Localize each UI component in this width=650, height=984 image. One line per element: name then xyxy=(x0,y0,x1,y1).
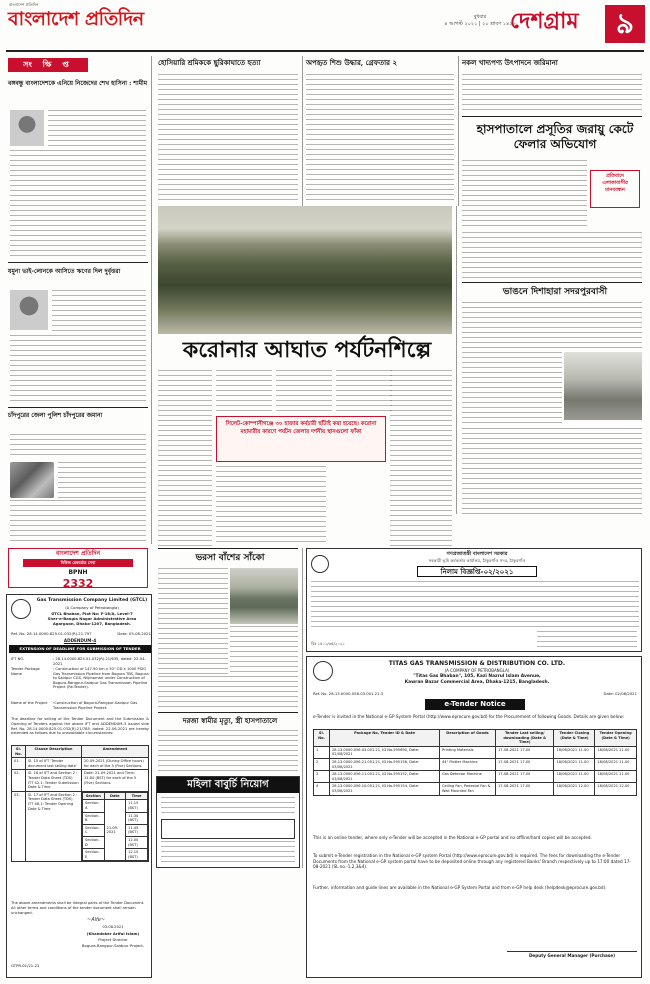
sidebar-story3-body xyxy=(10,500,146,542)
gtcl-signature: ~Alfe~ xyxy=(87,917,106,923)
gtcl-address3: Agargaon, Dhaka-1207, Bangladesh. xyxy=(52,621,132,626)
promo-code: BPNH xyxy=(68,569,88,576)
newspaper-logo[interactable]: বাংলাদেশ প্রতিদিন xyxy=(8,8,144,30)
titas-cell: 18/08/2021 12.00 xyxy=(595,783,637,795)
gtcl-sign-date: 03-08-2021 xyxy=(102,925,124,929)
story-hospital-body xyxy=(462,160,587,230)
titas-date: Date: 02/08/2021 xyxy=(603,691,637,696)
story-bamboo-body2 xyxy=(230,626,298,674)
sidebar-story2-title[interactable]: যমুনা ভাই-লোনকে আসিতে ঋণের দিল দুর্বৃত্তরা xyxy=(8,268,121,275)
masthead-rule xyxy=(6,50,644,52)
titas-cell: 18/08/2021 11.00 xyxy=(595,758,637,770)
cook-recruitment-ad[interactable] xyxy=(156,776,300,868)
promo-title: বাংলাদেশ প্রতিদিন xyxy=(55,550,101,557)
titas-tender-table xyxy=(313,729,637,796)
sidebar-story1-text xyxy=(48,110,146,148)
gtcl-package-label: Tender Package Name xyxy=(11,667,40,677)
gtcl-cell: Section-C xyxy=(83,824,105,836)
cook-ad-table xyxy=(161,819,295,839)
gtcl-cell: 12.15 (BST) xyxy=(126,849,148,861)
sidebar-label: সং ক্ষি প্ত xyxy=(8,58,88,72)
gtcl-address1: GTCL Bhaban, Plot No: F-18/A, Level-7 xyxy=(51,611,133,616)
main-headline[interactable]: করোনার আঘাত পর্যটনশিল্পে xyxy=(182,337,432,363)
titas-cell: Printing Materials xyxy=(440,746,496,758)
titas-logo-icon xyxy=(313,661,333,681)
sidebar-photo-2 xyxy=(10,290,48,330)
sidebar-story3-text xyxy=(10,434,146,458)
photo-bamboo-bridge xyxy=(230,568,298,624)
headline-fake-food[interactable]: নকল খাদ্যপণ্য উৎপাদনে জরিমানা xyxy=(462,58,558,67)
story-hosiery-body xyxy=(158,74,298,200)
section-title: দেশগ্রাম xyxy=(510,8,579,34)
titas-cell: 17-08-2021 17.00 xyxy=(496,758,554,770)
titas-sub: (A COMPANY OF PETROBANGLA) xyxy=(444,668,510,673)
headline-husband-death[interactable]: দরজা স্বামীর মৃত্যু, স্ত্রী হাসপাতালে xyxy=(182,716,278,725)
column-rule xyxy=(151,56,152,544)
sidebar-photo-1 xyxy=(10,110,44,146)
main-pullquote-box xyxy=(216,416,386,462)
gtcl-footer: The above amendments shall be integral parts of the Tender Document. All other terms and conditions of the tender document shall remain unchanged. xyxy=(11,901,145,915)
nilam-ref: বিঃ ১৫০১/৩৫/২০২১ xyxy=(311,641,345,646)
main-story-col4a xyxy=(336,370,392,414)
nilam-body xyxy=(311,581,639,629)
gtcl-project-label: Name of the Project xyxy=(11,701,48,705)
table-row xyxy=(314,746,637,758)
cook-ad-title: মহিলা বাবুর্চি নিয়োগ xyxy=(157,777,299,793)
gtcl-cell: Date: 21-09-2021 and Time: 11:00 (BST) for each of the 5 (Five) Sections. xyxy=(82,770,149,791)
hospital-sidebar-text: প্রতিবাদে এলাকাবাসীর মানববন্ধন xyxy=(602,173,628,193)
titas-cell: 18/08/2021 11.00 xyxy=(595,771,637,783)
gtcl-package-value: : Construction of 147.50 km x 30" OD x 1000 PSIG Gas Transmission Pipeline from Bogura TBS, Bogura to Saidpur CGS, Nilphamari under Construction of Bogura-Rangpur-Saidpur Gas Transmission Pipeline Project (Re-Tender). xyxy=(53,667,149,690)
issue-date: ৪ আগস্ট ২০২১ | ২০ শ্রাবণ ১৪২৮ xyxy=(444,21,516,28)
cook-ad-footer xyxy=(161,841,295,865)
gtcl-para: The deadline for selling of the Tender Document and the Submission & Opening of Tenders against the above IFT and ADDENDUM-3 issued vide Ref. No. 28.14.0000.825.01.032(R).21/785, dated: 22-06-2021 are hereby extended as follows due to unavoidable circumstances: xyxy=(11,717,149,736)
table-row xyxy=(12,758,149,770)
gtcl-cell: 03. xyxy=(12,791,26,862)
nilam-office: সহকারী ভূমি কর্মকর্তার কার্যালয়, ঠাকুরগাঁও সদর, ঠাকুরগাঁও xyxy=(428,558,526,563)
gtcl-org: Gas Transmission Company Limited (GTCL) xyxy=(36,598,148,603)
gtcl-cell: Sl. 15 of IFT 'Tender document last selling date' xyxy=(26,758,82,770)
gtcl-section-date: 21-09-2021 xyxy=(104,800,126,861)
gtcl-logo-icon xyxy=(11,599,31,619)
promo-sub: নিউজ রেকর্ডেড সেবা xyxy=(23,559,133,567)
titas-signer-title: Deputy General Manager (Purchase) xyxy=(507,951,637,959)
table-row xyxy=(314,783,637,795)
sidebar-story3-text2 xyxy=(58,462,146,498)
divider xyxy=(158,712,298,713)
titas-cell: 17-08-2021 17.00 xyxy=(496,783,554,795)
titas-cell: 18/08/2021 11.00 xyxy=(554,758,595,770)
titas-th: Tender Opening (Date & Time) xyxy=(595,730,637,747)
hospital-sidebar-box xyxy=(590,170,640,208)
weekday: বুধবার xyxy=(473,14,487,20)
gtcl-signer: (Khandoker Ariful Islam) xyxy=(86,931,140,936)
titas-cell: Gas Detector Machine xyxy=(440,771,496,783)
gtcl-signer-project: Bogura-Rangpur-Saidpur Project. xyxy=(81,943,145,948)
gtcl-cell: 12.00 (BST) xyxy=(126,836,148,848)
titas-para3: Further, information and guide lines are available in the National e-GP System Portal and from e-GP help desk (helpdesk@eprocure.gov.bd). xyxy=(313,885,607,890)
gtcl-cell: Section-E xyxy=(83,849,105,861)
page-number: ৯ xyxy=(605,5,645,43)
sidebar-story3-title[interactable]: চাঁদপুরের জেলা পুলিশ চাঁদপুরের জমানা xyxy=(8,412,103,419)
titas-cell: 17-08-2021 17.00 xyxy=(496,771,554,783)
titas-para2: To submit e-Tender registration in the National e-GP system Portal (http://www.eprocure.gov.bd) is required. The fees for downloading the e-Tender Documents from the National e-GP system portal have to be deposited online through any registered Banks' Branch respectively up to 17:00 dated 17-08-2021 (SL no.-1,2,3&4). xyxy=(313,853,631,870)
promo-number: 2332 xyxy=(62,577,94,590)
gtcl-th-time: Time xyxy=(126,792,148,800)
titas-org: TITAS GAS TRANSMISSION & DISTRIBUTION CO. LTD. xyxy=(388,660,566,667)
nilam-emblem-icon xyxy=(311,555,329,573)
main-story-col2b xyxy=(216,466,326,546)
main-pullquote: সিলেট-কোম্পানীগঞ্জে ৩০ হাজার কর্মচারী ছাঁটাই করা হয়েছে। করোনা মহামারীর কারণে পর্যটন জেলার দর্শনীয় স্থানগুলো ফাঁকা xyxy=(225,421,377,435)
column-rule xyxy=(456,206,457,514)
gtcl-tender-ad[interactable] xyxy=(6,594,152,978)
gtcl-th-clause: Clause Description xyxy=(26,746,82,758)
sidebar-story2-text xyxy=(52,290,146,332)
titas-intro: e-Tender is invited in the National e-GP System Portal (http://www.eprocure.gov.bd) for the Procurement of following Goods. Details are given below: xyxy=(313,714,624,719)
main-story-col5 xyxy=(390,370,452,546)
titas-th: Package No, Tender ID & Date xyxy=(330,730,440,747)
gtcl-banner: EXTENSION OF DEADLINE FOR SUBMISSION OF TENDER xyxy=(9,645,151,653)
gtcl-signer-title: Project Director xyxy=(98,937,128,942)
column-rule xyxy=(302,548,303,868)
table-row xyxy=(314,771,637,783)
gtcl-project-value: :Construction of Bogura-Rangpur-Saidpur Gas Transmission Pipeline Project. xyxy=(53,701,138,710)
nilam-gov: গণপ্রজাতন্ত্রী বাংলাদেশ সরকার xyxy=(446,551,508,557)
divider xyxy=(158,548,298,549)
gtcl-th-date: Date xyxy=(104,792,126,800)
headline-hospital[interactable]: হাসপাতালে প্রসূতির জরায়ু কেটে ফেলার অভিযোগ xyxy=(476,122,634,151)
titas-th: Sl. No. xyxy=(314,730,330,747)
headline-erosion[interactable]: ভাঙনে দিশাহারা সদরপুরবাসী xyxy=(502,287,608,297)
table-row xyxy=(12,770,149,791)
nilam-signature-block xyxy=(537,631,637,649)
titas-cell: 18/08/2021 11.00 xyxy=(554,771,595,783)
column-rule xyxy=(302,56,303,206)
gtcl-cell: 01. xyxy=(12,758,26,770)
gtcl-ift-value: : 28.14.0000.825.01.032(R).21/635, dated: 22-04-2021 xyxy=(53,657,146,666)
story-child-body xyxy=(306,74,454,200)
titas-cell: 18/08/2021 12.00 xyxy=(554,783,595,795)
titas-etender-ad[interactable] xyxy=(306,656,642,978)
gtcl-cell: 20-09-2021 (During Office hours) for each of the 5 (Five) Sections. xyxy=(82,758,149,770)
gtcl-cell: 11.45 (BST) xyxy=(126,824,148,836)
gtcl-amend-table xyxy=(11,745,149,862)
titas-cell: 28.13.0000.056.11.001.21, ID No.595152, Date: 03/08/2021 xyxy=(330,771,440,783)
gtcl-cell: Section-A xyxy=(83,800,105,812)
titas-cell: 17-08-2021 17.00 xyxy=(496,746,554,758)
sidebar-photo-3 xyxy=(10,462,54,498)
sidebar-story1-body xyxy=(10,150,146,258)
main-story-col1 xyxy=(158,370,212,546)
gtcl-ref: Ref. No. 28.14.0000.825.01.032(R).21.797 xyxy=(11,631,92,636)
sidebar-story1-title[interactable]: বঙ্গবন্ধু বাংলাদেশকে এনিয়ে নিজেদের শেখ হাসিনা : শামীম xyxy=(8,80,148,87)
titas-cell: 1 xyxy=(314,746,330,758)
titas-cell: 28.13.0000.056.21.001.21, ID No.595156, Date: 03/08/2021 xyxy=(330,758,440,770)
nilam-title: নিলাম বিজ্ঞপ্তি-০২/২০২১ xyxy=(417,566,537,577)
story-erosion-body xyxy=(462,302,642,350)
divider xyxy=(8,407,148,408)
logo-tagline: বাংলাদেশ প্রতিদিন xyxy=(9,2,39,7)
titas-cell: Ceiling Fan, Pedestal Fan & Wall Mounted Fan xyxy=(440,783,496,795)
story-bamboo-body xyxy=(158,568,228,674)
titas-cell: 28.13.0000.056.03.001.21, ID No.595690, Date: 02/08/2021 xyxy=(330,746,440,758)
table-row xyxy=(12,791,149,862)
divider xyxy=(8,262,148,263)
divider xyxy=(462,282,642,283)
nilam-auction-ad[interactable] xyxy=(306,548,642,652)
titas-ref: Ref. No. 28.13.0000.056.03.001.21.3 xyxy=(313,691,384,696)
gtcl-ift-label: IFT NO. xyxy=(11,657,25,661)
gtcl-address2: Sher-e-Bangla Nagar Administrative Area xyxy=(47,616,137,621)
titas-notice-title: e-Tender Notice xyxy=(425,699,525,710)
headline-bamboo-bridge[interactable]: ভরসা বাঁশের সাঁকো xyxy=(195,553,265,563)
gtcl-cell: Sl. 17 of IFT and Section 2 : Tender Data Sheet (TDS) ITT 48.1: Tender Opening Date & Time xyxy=(26,791,82,862)
story-fake-food-body xyxy=(462,74,642,114)
gtcl-addendum: ADDENDUM-4 xyxy=(63,638,97,643)
main-story-col3a xyxy=(276,370,332,414)
gtcl-cell: Sl. 16 of IFT and Section 2 : Tender Data Sheet (TDS) ITT 42.1: Tender Submission Date & Time xyxy=(26,770,82,791)
titas-addr1: "Titas Gas Bhaban", 105, Kazi Nazrul Islam Avenue, xyxy=(413,674,541,679)
headline-child-rescue[interactable]: অপহৃত শিশু উদ্ধার, গ্রেফতার ২ xyxy=(306,58,398,67)
titas-para1: This is an online tender, where only e-Tender will be accepted in the National e-GP portal and no offline/hard copies will be accepted. xyxy=(313,835,592,840)
gtcl-code: GTPR-01/21-22 xyxy=(11,963,40,968)
story-husband-body xyxy=(158,730,298,772)
cook-ad-text xyxy=(161,797,295,817)
titas-cell: 18/08/2021 11.00 xyxy=(554,746,595,758)
gtcl-th-amend: Amendment xyxy=(82,746,149,758)
titas-cell: 18/08/2021 11.00 xyxy=(595,746,637,758)
titas-th: Tender Last selling/ downloading (Date & Time) xyxy=(496,730,554,747)
titas-cell: 2 xyxy=(314,758,330,770)
titas-addr2: Kawran Bazar Commercial Area, Dhaka-1215, Bangladesh. xyxy=(404,680,550,685)
photo-erosion xyxy=(564,352,642,420)
gtcl-th-sl: Sl. No. xyxy=(12,746,26,758)
gtcl-cell: Section-B xyxy=(83,812,105,824)
promo-box[interactable] xyxy=(8,548,148,588)
table-row xyxy=(314,758,637,770)
titas-cell: 3 xyxy=(314,771,330,783)
story-hospital-body2 xyxy=(462,232,642,278)
titas-th: Tender Closing (Date & Time) xyxy=(554,730,595,747)
titas-cell: 4 xyxy=(314,783,330,795)
gtcl-cell: 02. xyxy=(12,770,26,791)
divider xyxy=(462,116,642,117)
gtcl-sub: (A Company of Petrobangla) xyxy=(65,605,119,610)
story-erosion-body3 xyxy=(462,428,642,514)
headline-hosiery[interactable]: হোসিয়ারি শ্রমিককে ছুরিকাঘাতে হত্যা xyxy=(158,58,261,67)
photo-forest xyxy=(158,206,452,334)
story-bamboo-body3 xyxy=(158,676,298,710)
gtcl-section-cell xyxy=(82,791,149,862)
titas-cell: 44" Plotter Machine xyxy=(440,758,496,770)
gtcl-cell: 11.30 (BST) xyxy=(126,812,148,824)
column-rule xyxy=(458,56,459,206)
gtcl-th-section: Section xyxy=(83,792,105,800)
masthead xyxy=(0,0,650,52)
gtcl-cell: Section-D xyxy=(83,836,105,848)
titas-th: Description of Goods xyxy=(440,730,496,747)
gtcl-cell: 11.15 (BST) xyxy=(126,800,148,812)
gtcl-date: Date: 05-08-2021 xyxy=(117,631,151,636)
story-erosion-body2 xyxy=(462,352,562,426)
main-story-col2a xyxy=(216,370,272,414)
table-row xyxy=(83,800,148,812)
sidebar-story2-body xyxy=(10,335,146,403)
titas-cell: 28.13.0000.056.10.001.21, ID No.595154, Date: 03/08/2021 xyxy=(330,783,440,795)
